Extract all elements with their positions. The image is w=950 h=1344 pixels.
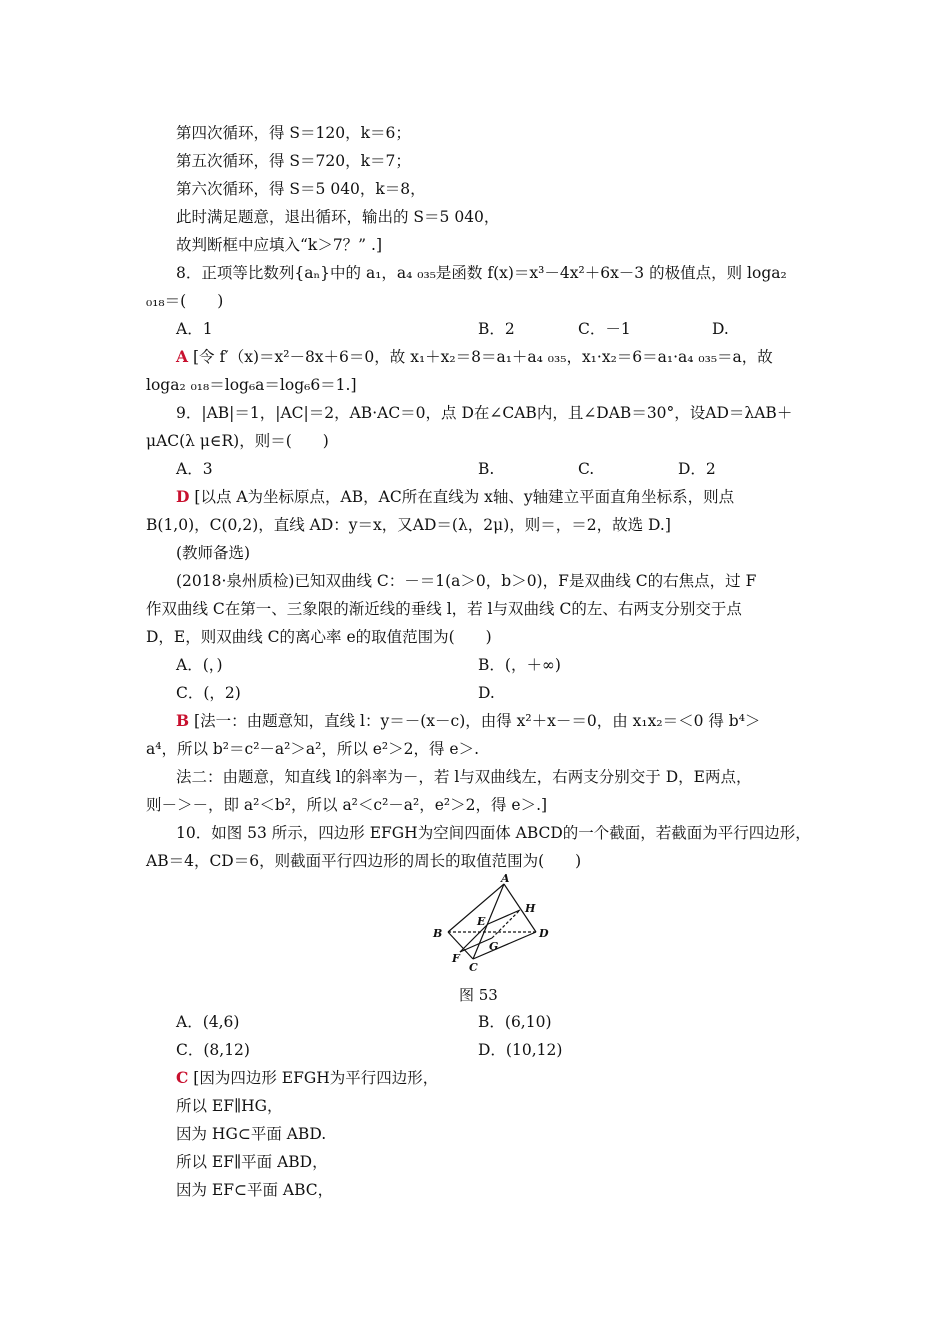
label-g: G bbox=[489, 940, 499, 953]
teacher-solution-line1 bbox=[176, 710, 760, 732]
teacher-note: (教师备选) bbox=[176, 544, 251, 562]
teacher-stem-line3: D，E，则双曲线 C的离心率 e的取值范围为( ) bbox=[146, 628, 492, 646]
q8-solution-line2: loga₂ ₀₁₈＝log₆a＝log₆6＝1.] bbox=[146, 376, 357, 394]
q8-option-a: A．1 bbox=[176, 320, 213, 338]
q8-answer-letter: A bbox=[176, 347, 189, 366]
section-ef bbox=[460, 924, 488, 952]
q10-option-c: C．(8,12) bbox=[176, 1041, 250, 1059]
teacher-solution-line3: 法二：由题意，知直线 l的斜率为－，若 l与双曲线左，右两支分别交于 D，E两点， bbox=[176, 768, 752, 786]
q9-option-b: B. bbox=[478, 460, 495, 478]
q8-solution-text: [令 f′（x)＝x²－8x＋6＝0，故 x₁＋x₂＝8＝a₁＋a₄ ₀₃₅，x₁·x₂＝6＝a₁·a₄ ₀₃₅＝a，故 bbox=[192, 348, 773, 366]
q10-solution-line5: 因为 EF⊂平面 ABC， bbox=[176, 1181, 334, 1199]
teacher-solution-line4: 则－＞－，即 a²＜b²，所以 a²＜c²－a²，e²＞2，得 e＞.] bbox=[146, 796, 548, 814]
teacher-option-d: D. bbox=[478, 684, 495, 702]
q10-solution-line4: 所以 EF∥平面 ABD， bbox=[176, 1153, 328, 1171]
label-f: F bbox=[452, 952, 460, 965]
q10-solution-line3: 因为 HG⊂平面 ABD. bbox=[176, 1125, 327, 1143]
figure-caption: 图 53 bbox=[459, 986, 498, 1004]
q8-solution-line1 bbox=[176, 346, 773, 368]
q8-stem-line1: 8．正项等比数列{aₙ}中的 a₁，a₄ ₀₃₅是函数 f(x)＝x³－4x²＋6x－3 的极值点，则 loga₂ bbox=[176, 264, 787, 282]
section-gh-hidden bbox=[492, 910, 520, 938]
teacher-solution-line2: a⁴，所以 b²＝c²－a²＞a²，所以 e²＞2，得 e＞. bbox=[146, 740, 480, 758]
edge-ab bbox=[448, 884, 504, 932]
q10-solution-line1 bbox=[176, 1067, 438, 1089]
q10-option-b: B．(6,10) bbox=[478, 1013, 552, 1031]
q8-option-b: B．2 bbox=[478, 320, 515, 338]
q9-solution-text: [以点 A为坐标原点，AB，AC所在直线为 x轴、y轴建立平面直角坐标系，则点 bbox=[194, 488, 735, 506]
q10-answer-letter: C bbox=[176, 1068, 189, 1087]
tetrahedron-figure bbox=[428, 872, 558, 982]
q9-option-c: C. bbox=[578, 460, 595, 478]
teacher-option-a: A．(，) bbox=[176, 656, 223, 674]
teacher-solution-text: [法一：由题意知，直线 l：y＝－(x－c)，由得 x²＋x－＝0，由 x₁x₂＝＜0 得 b⁴＞ bbox=[194, 712, 761, 730]
q9-solution-line2: B(1,0)，C(0,2)，直线 AD：y＝x，又AD＝(λ，2μ)，则＝，＝2，故选 D.] bbox=[146, 516, 671, 534]
label-a: A bbox=[501, 872, 510, 885]
teacher-answer-letter: B bbox=[176, 711, 190, 730]
q10-stem-line2: AB＝4，CD＝6，则截面平行四边形的周长的取值范围为( ) bbox=[146, 852, 582, 870]
q9-stem-line2: μAC(λ μ∈R)，则＝( ) bbox=[146, 432, 329, 450]
q10-option-a: A．(4,6) bbox=[176, 1013, 240, 1031]
loop-line-5: 第五次循环，得 S＝720，k＝7； bbox=[176, 152, 411, 170]
q10-solution-line2: 所以 EF∥HG， bbox=[176, 1097, 283, 1115]
q9-stem-line1: 9．|AB|＝1，|AC|＝2，AB·AC＝0，点 D在∠CAB内，且∠DAB＝30°，设AD＝λAB＋ bbox=[176, 404, 793, 422]
section-fg bbox=[460, 938, 492, 952]
loop-line-6: 第六次循环，得 S＝5 040，k＝8， bbox=[176, 180, 426, 198]
label-b: B bbox=[433, 927, 443, 940]
q8-option-c: C．－1 bbox=[578, 320, 631, 338]
teacher-stem-line2: 作双曲线 C在第一、三象限的渐近线的垂线 l，若 l与双曲线 C的左、右两支分别交于点 bbox=[146, 600, 742, 618]
loop-line-4: 第四次循环，得 S＝120，k＝6； bbox=[176, 124, 411, 142]
q9-solution-line1 bbox=[176, 486, 734, 508]
label-d: D bbox=[539, 927, 549, 940]
teacher-option-c: C．(，2) bbox=[176, 684, 241, 702]
loop-line-8: 故判断框中应填入“k＞7？” .] bbox=[176, 236, 383, 254]
label-e: E bbox=[477, 915, 486, 928]
q8-stem-line2: ₀₁₈＝( ) bbox=[146, 292, 224, 310]
teacher-stem-line1: (2018·泉州质检)已知双曲线 C：－＝1(a＞0，b＞0)，F是双曲线 C的右焦点，过 F bbox=[176, 572, 757, 590]
q10-solution-text: [因为四边形 EFGH为平行四边形， bbox=[193, 1069, 439, 1087]
q9-option-a: A．3 bbox=[176, 460, 213, 478]
label-h: H bbox=[525, 902, 536, 915]
q10-stem-line1: 10．如图 53 所示，四边形 EFGH为空间四面体 ABCD的一个截面，若截面为平行四边形， bbox=[176, 824, 811, 842]
teacher-option-b: B．(，＋∞) bbox=[478, 656, 561, 674]
q9-option-d: D．2 bbox=[678, 460, 716, 478]
q10-option-d: D．(10,12) bbox=[478, 1041, 563, 1059]
q8-option-d: D. bbox=[712, 320, 729, 338]
label-c: C bbox=[469, 961, 478, 974]
loop-line-7: 此时满足题意，退出循环，输出的 S＝5 040， bbox=[176, 208, 500, 226]
q9-answer-letter: D bbox=[176, 487, 190, 506]
